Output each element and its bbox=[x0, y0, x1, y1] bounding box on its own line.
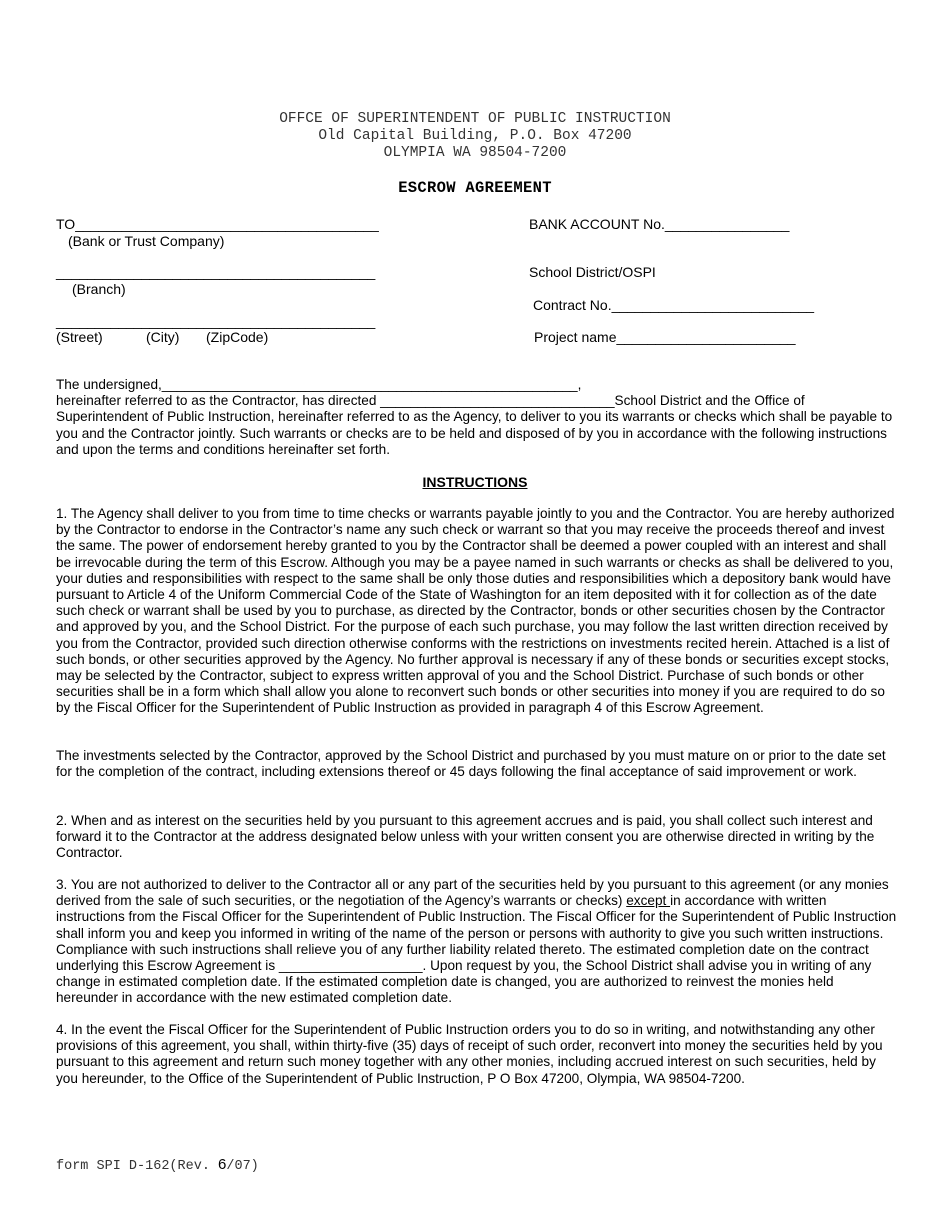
intro-line-2-suffix: School District and the Office of bbox=[614, 393, 805, 409]
paragraph-investments bbox=[56, 748, 898, 780]
paragraph-2 bbox=[56, 813, 898, 862]
intro-rest: Superintendent of Public Instruction, hereinafter referred to as the Agency, to deliver to you its warrants or checks which shall be payable to you and the Contractor jointly. Such warrants or checks are to be held and disposed of by you in accordance with the following instructions and upon the terms and conditions hereinafter set forth. bbox=[56, 409, 893, 457]
paragraph-2-text: 2. When and as interest on the securities held by you pursuant to this agreement accrues and is paid, you shall collect such interest and forward it to the Contractor at the address designated below unless with your written consent you are otherwise directed in writing by the Contractor. bbox=[56, 813, 875, 861]
bank-label: (Bank or Trust Company) bbox=[68, 233, 225, 249]
form-footer bbox=[56, 1156, 259, 1174]
zip-label: (ZipCode) bbox=[206, 329, 269, 345]
footer-rev-number: 6 bbox=[218, 1156, 227, 1173]
paragraph-1-text: 1. The Agency shall deliver to you from time to time checks or warrants payable jointly to you and the Contractor. You are hereby authorized by the Contractor to endorse in the Contractor’s name any such check or warrant so that you may receive the proceeds thereof and invest the same. The power of endorsement hereby granted to you by the Contractor shall be deemed a power coupled with an interest and shall be irrevocable during the term of this Escrow. Although you may be a payee named in such warrants or checks as shall be delivered to you, your duties and responsibilities with respect to the same shall be only those duties and responsibilities which a depository bank would have pursuant to Article 4 of the Uniform Commercial Code of the State of Washington for an item deposited with it for collection as of the date such check or warrant shall be used by you to purchase, as directed by the Contractor, bonds or other securities chosen by the Contractor and approved by you, and the School District. For the purpose of each such purchase, you may follow the last written direction received by you from the Contractor, provided such direction otherwise conforms with the restrictions on investments recited herein. Attached is a list of such bonds, or other securities approved by the Agency. No further approval is necessary if any of these bonds or securities except stocks, may be selected by the Contractor, subject to express written approval of you and the School District. Purchase of such bonds or other securities shall be in a form which shall allow you alone to reconvert such bonds or other securities into money if you are required to do so by the Fiscal Officer for the Superintendent of Public Instruction as provided in paragraph 4 of this Escrow Agreement. bbox=[56, 506, 895, 716]
paragraph-4-text: 4. In the event the Fiscal Officer for the Superintendent of Public Instruction orders you to do so in writing, and notwithstanding any other provisions of this agreement, you shall, within thirty-five (35) days of receipt of such order, reconvert into money the securities held by you pursuant to this agreement and return such money together with any other monies, including accrued interest on such securities, held by you hereunder, to the Office of the Superintendent of Public Instruction, P O Box 47200, Olympia, WA 98504-7200. bbox=[56, 1022, 883, 1086]
footer-prefix: form SPI D-162(Rev. bbox=[56, 1159, 219, 1174]
intro-line-2-prefix: hereinafter referred to as the Contractor, has directed bbox=[56, 393, 377, 409]
office-header bbox=[0, 111, 950, 162]
branch-field: _________________________________________ bbox=[56, 264, 376, 280]
paragraph-investments-text: The investments selected by the Contractor, approved by the School District and purchased by you must mature on or prior to the date set for the completion of the contract, including extensions thereof or 45 days following the final acceptance of said improvement or work. bbox=[56, 748, 886, 780]
instructions-heading: INSTRUCTIONS bbox=[422, 474, 528, 490]
paragraph-3-text bbox=[56, 877, 898, 1007]
paragraph-1 bbox=[56, 506, 898, 717]
paragraph-3-part-a: 3. You are not authorized to deliver to the Contractor all or any part of the securities held by you pursuant to this agreement (or any monies derived from the sale of such securities, or the negotiation of the Agency’s warrants or checks) bbox=[56, 877, 889, 909]
project-field: Project name_______________________ bbox=[534, 329, 796, 345]
paragraph-3-part-b: in accordance with written instructions from the Fiscal Officer for the Superintendent of Public Instruction. The Fiscal Officer for the Superintendent of Public Instruction shall inform you and keep you informed in writing of the name of the person or persons with authority to give you such written instructions. Compliance with such instructions shall relieve you of any further liability related thereto. The estimated completion date on the contract underlying this Escrow Agreement is ___________________. Upon request by you, the School District shall advise you in writing of any change in estimated completion date. If the estimated completion date is changed, you are authorized to reinvest the monies held hereunder in accordance with the new estimated completion date. bbox=[56, 893, 897, 1006]
header-line-1: OFFCE OF SUPERINTENDENT OF PUBLIC INSTRUCTION bbox=[279, 111, 671, 127]
address-field: _________________________________________ bbox=[56, 313, 376, 329]
city-label: (City) bbox=[146, 329, 180, 345]
intro-line-1: The undersigned,_______________________________________________________, bbox=[56, 377, 582, 392]
header-line-2: Old Capital Building, P.O. Box 47200 bbox=[318, 128, 632, 144]
document-title: ESCROW AGREEMENT bbox=[398, 179, 552, 197]
contract-field: Contract No.__________________________ bbox=[533, 297, 815, 313]
district-blank: _______________________________ bbox=[380, 393, 615, 409]
branch-label: (Branch) bbox=[72, 281, 126, 297]
intro-paragraph bbox=[56, 377, 898, 458]
except-underlined: except bbox=[626, 893, 671, 909]
paragraph-3 bbox=[56, 877, 898, 1007]
header-line-3: OLYMPIA WA 98504-7200 bbox=[383, 145, 567, 161]
school-district-label: School District/OSPI bbox=[529, 264, 656, 280]
to-field: TO_______________________________________ bbox=[56, 216, 379, 232]
street-label: (Street) bbox=[56, 329, 103, 345]
bank-account-field: BANK ACCOUNT No.________________ bbox=[529, 216, 790, 232]
intro-line-2 bbox=[56, 393, 898, 409]
footer-suffix: /07) bbox=[226, 1159, 259, 1174]
paragraph-4 bbox=[56, 1022, 898, 1087]
